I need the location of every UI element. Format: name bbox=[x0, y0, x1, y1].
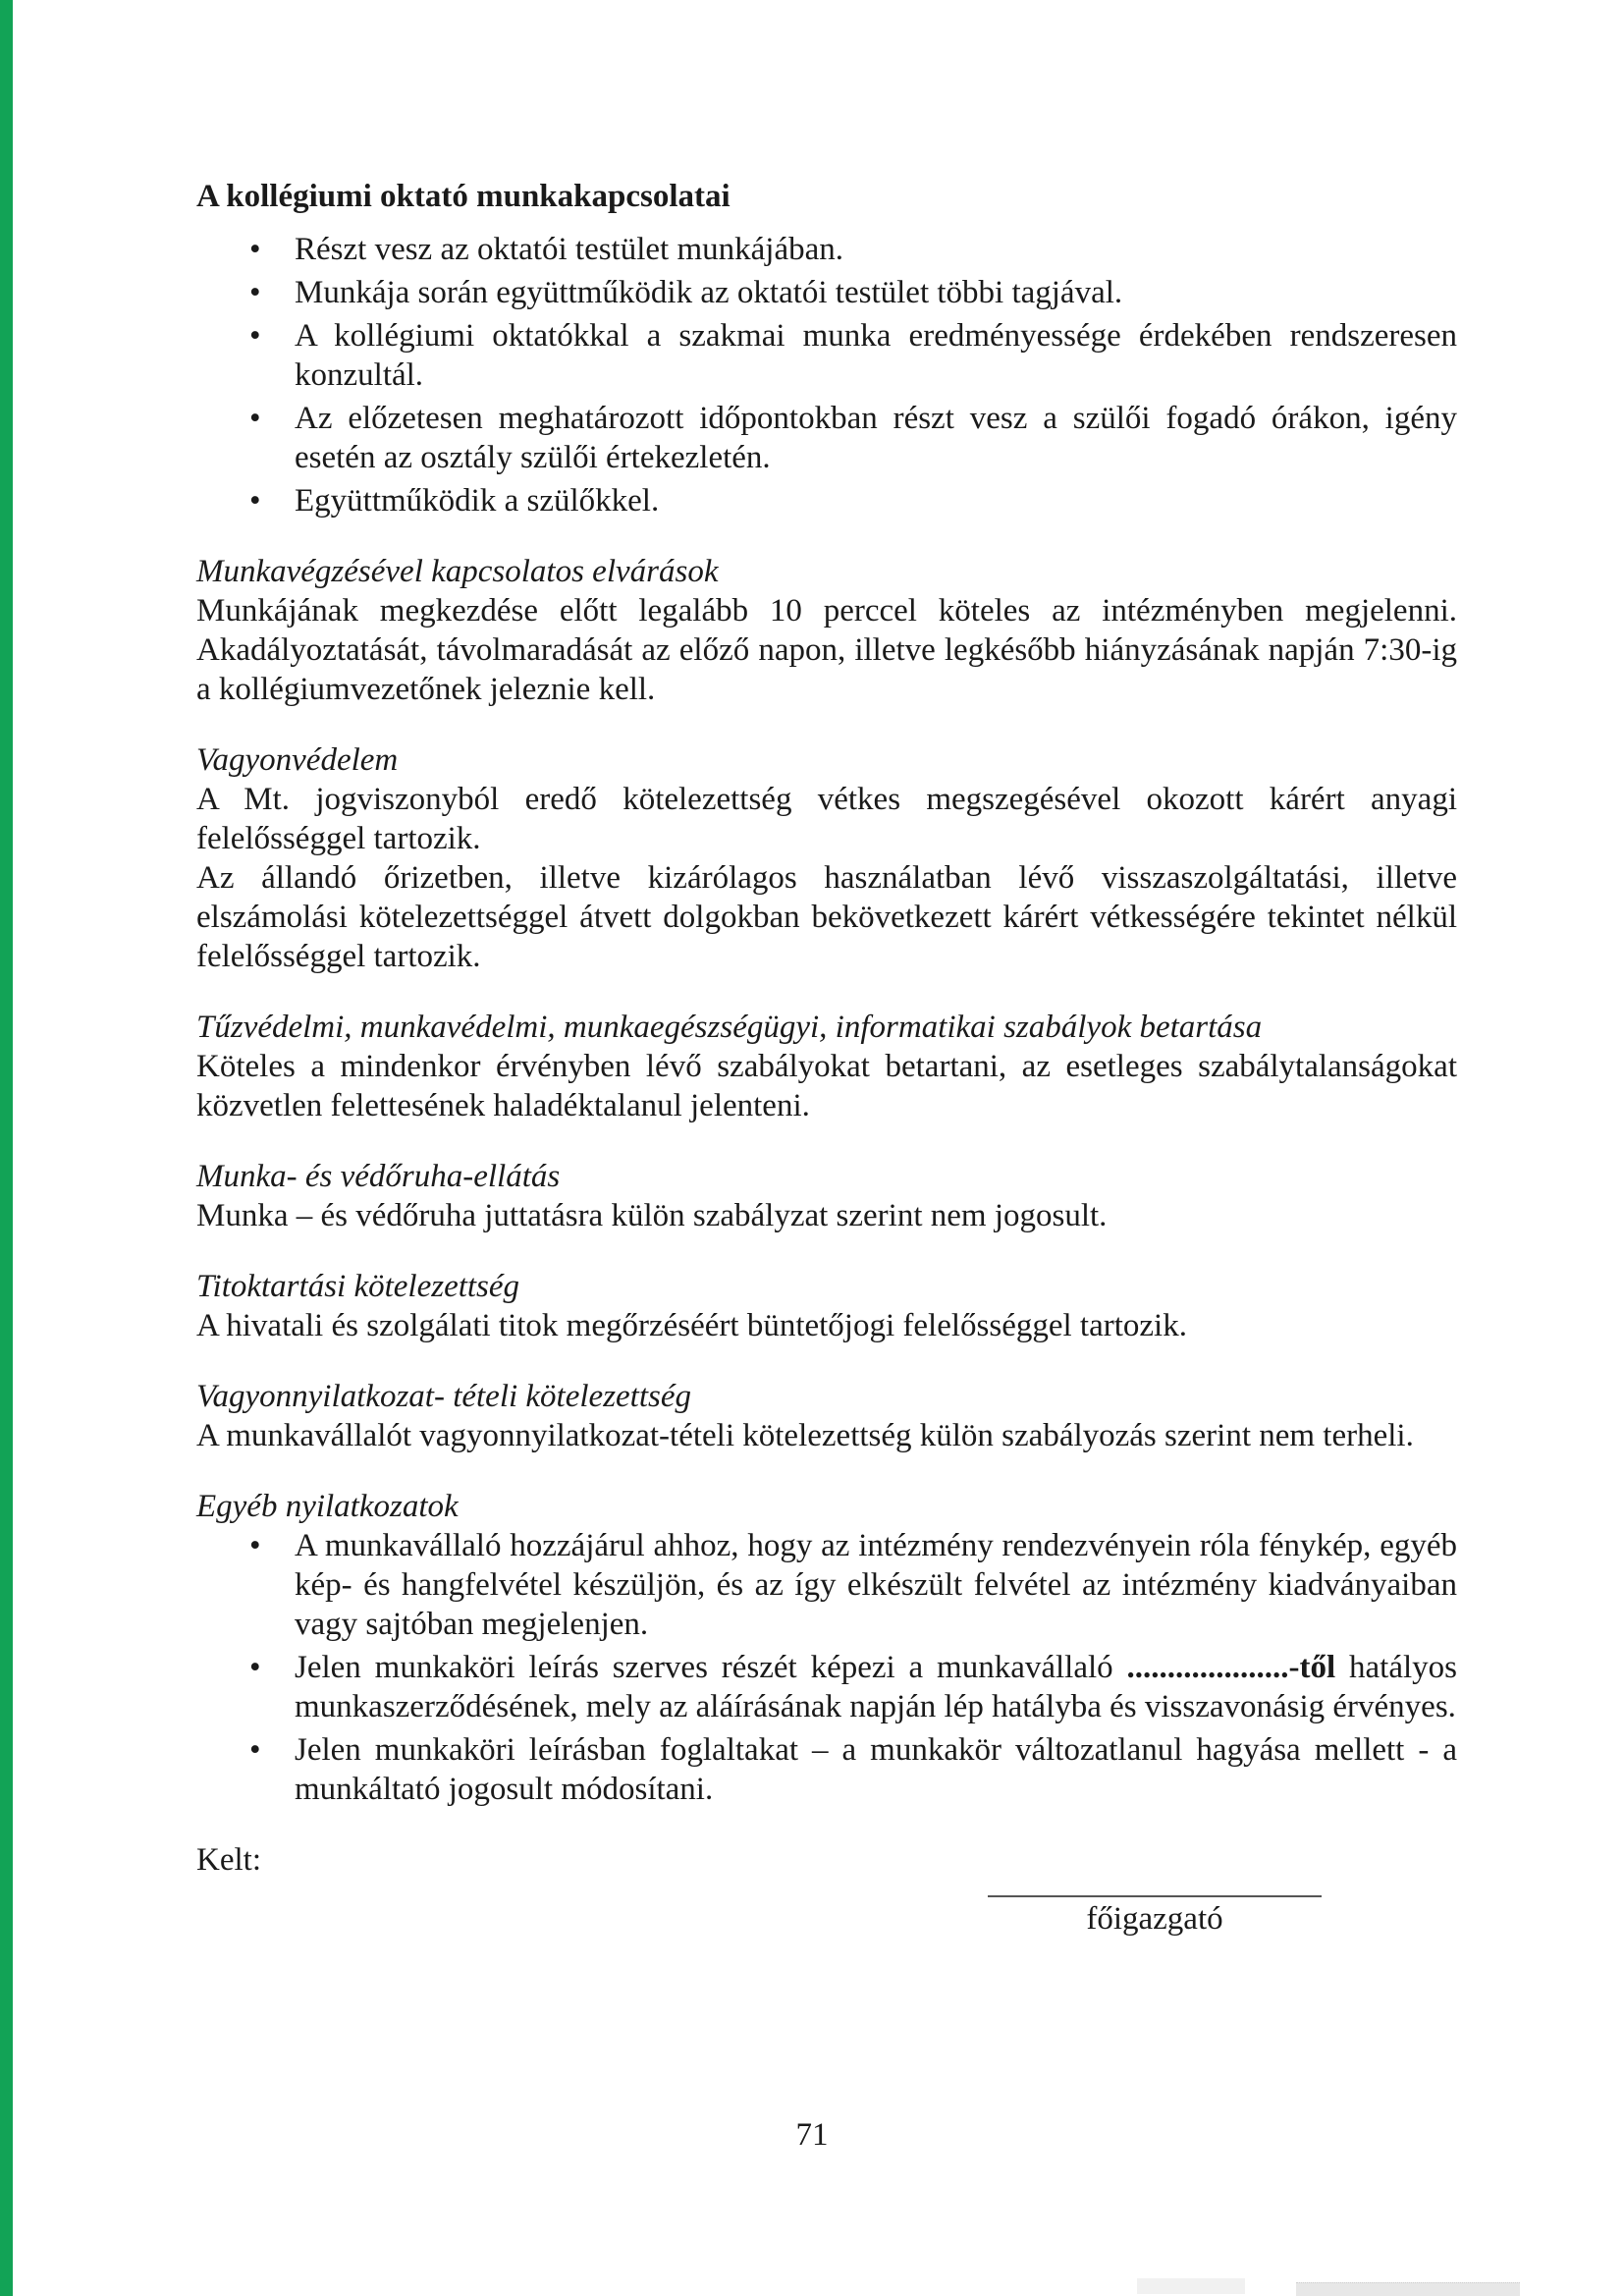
signature-line bbox=[988, 1895, 1322, 1897]
scan-artifact-bar bbox=[1296, 2282, 1520, 2296]
section-title: Egyéb nyilatkozatok bbox=[196, 1489, 459, 1524]
section-title: Munkavégzésével kapcsolatos elvárások bbox=[196, 554, 719, 589]
list-item: • Az előzetesen meghatározott időpontokban részt vesz a szülői fogadó órákon, igény esetén az osztály szülői értekezletén. bbox=[295, 399, 1457, 477]
other-declarations-list bbox=[196, 1526, 1457, 1809]
paragraph: Köteles a mindenkor érvényben lévő szabályokat betartani, az esetleges szabálytalanságokat közvetlen felettesének haladéktalanul jelenteni. bbox=[196, 1049, 1457, 1123]
scan-artifact-bar bbox=[1137, 2278, 1245, 2294]
document-body bbox=[196, 177, 1457, 1939]
list-item: • Együttműködik a szülőkkel. bbox=[295, 481, 1457, 520]
list-item-text: hatályos munkaszerződésének, mely az aláírásának napján lép hatályba és visszavonásig érvényes. bbox=[295, 1650, 1457, 1724]
signature-block bbox=[988, 1895, 1322, 1939]
paragraph: A Mt. jogviszonyból eredő kötelezettség vétkes megszegésével okozott kárért anyagi felelősséggel tartozik. bbox=[196, 782, 1457, 856]
section-vedoruha bbox=[196, 1157, 1457, 1235]
section-title: Vagyonvédelem bbox=[196, 742, 399, 778]
scan-edge-stripe bbox=[0, 0, 13, 2296]
list-item: • Részt vesz az oktatói testület munkájában. bbox=[295, 230, 1457, 269]
section-egyeb bbox=[196, 1487, 1457, 1809]
date-label: Kelt: bbox=[196, 1842, 261, 1878]
paragraph: A hivatali és szolgálati titok megőrzéséért büntetőjogi felelősséggel tartozik. bbox=[196, 1308, 1187, 1343]
list-item bbox=[295, 1648, 1457, 1726]
section-title: Vagyonnyilatkozat- tételi kötelezettség bbox=[196, 1379, 692, 1414]
section-title: Titoktartási kötelezettség bbox=[196, 1269, 520, 1304]
list-item-text: Jelen munkaköri leírás szerves részét képezi a munkavállaló bbox=[295, 1650, 1127, 1685]
section-vagyonvedelem bbox=[196, 740, 1457, 976]
section-munkavegzes bbox=[196, 552, 1457, 709]
list-item: • A kollégiumi oktatókkal a szakmai munka eredményessége érdekében rendszeresen konzultál. bbox=[295, 316, 1457, 395]
section-heading-munkakapcsolatok: A kollégiumi oktató munkakapcsolatai bbox=[196, 179, 731, 214]
work-relations-list bbox=[196, 230, 1457, 520]
section-titoktartas bbox=[196, 1267, 1457, 1345]
list-item: • A munkavállaló hozzájárul ahhoz, hogy az intézmény rendezvényein róla fénykép, egyéb kép- és hangfelvétel készüljön, és az így elkészült felvétel az intézmény kiadványaiban vagy sajtóban megjelenjen. bbox=[295, 1526, 1457, 1644]
section-vagyonnyilatkozat bbox=[196, 1377, 1457, 1455]
list-item: • Jelen munkaköri leírásban foglaltakat – a munkakör változatlanul hagyása mellett - a munkáltató jogosult módosítani. bbox=[295, 1730, 1457, 1809]
list-item: • Munkája során együttműködik az oktatói testület többi tagjával. bbox=[295, 273, 1457, 312]
page-number: 71 bbox=[795, 2117, 829, 2153]
dotted-blank: ....................-től bbox=[1126, 1650, 1336, 1685]
paragraph: A munkavállalót vagyonnyilatkozat-tételi kötelezettség külön szabályozás szerint nem terheli. bbox=[196, 1418, 1414, 1453]
paragraph: Munka – és védőruha juttatásra külön szabályzat szerint nem jogosult. bbox=[196, 1198, 1108, 1233]
section-tuzvedelem bbox=[196, 1008, 1457, 1125]
signature-role-label: főigazgató bbox=[1086, 1901, 1223, 1937]
paragraph: Munkájának megkezdése előtt legalább 10 perccel köteles az intézményben megjelenni. Akadályoztatását, távolmaradását az előző napon, illetve legkésőbb hiányzásának napján 7:30-ig a kollégiumvezetőnek jeleznie kell. bbox=[196, 593, 1457, 707]
paragraph: Az állandó őrizetben, illetve kizárólagos használatban lévő visszaszolgáltatási, illetve elszámolási kötelezettséggel átvett dolgokban bekövetkezett kárért vétkességére tekintet nélkül felelősséggel tartozik. bbox=[196, 860, 1457, 974]
section-title: Tűzvédelmi, munkavédelmi, munkaegészségügyi, informatikai szabályok betartása bbox=[196, 1010, 1263, 1045]
section-title: Munka- és védőruha-ellátás bbox=[196, 1159, 561, 1194]
